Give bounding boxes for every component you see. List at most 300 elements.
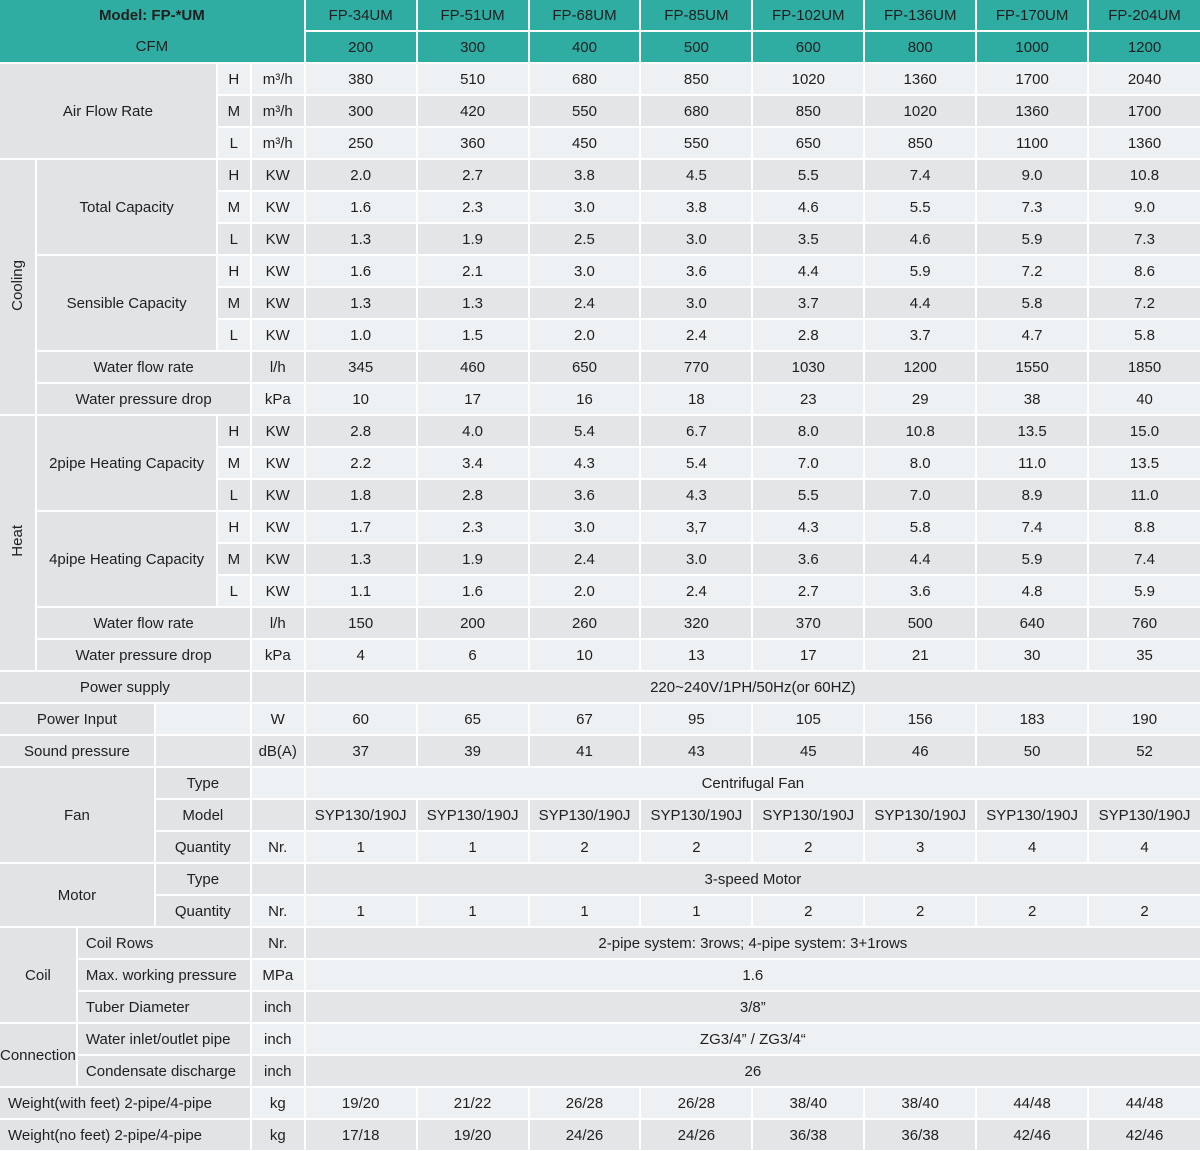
value-cell: 1.6 — [306, 192, 416, 222]
model-header: FP-170UM — [977, 0, 1087, 30]
value-cell: 37 — [306, 736, 416, 766]
speed-cell: M — [218, 192, 250, 222]
value-cell: 10 — [530, 640, 640, 670]
table-row — [0, 960, 1200, 990]
value-cell: 3.5 — [753, 224, 863, 254]
value-cell: 4.3 — [530, 448, 640, 478]
value-cell: 5.5 — [865, 192, 975, 222]
speed-cell: L — [218, 576, 250, 606]
value-cell: 5.8 — [865, 512, 975, 542]
row-label: Water pressure drop — [37, 640, 249, 670]
value-cell: 2.0 — [306, 160, 416, 190]
unit-cell: KW — [252, 320, 304, 350]
value-cell: SYP130/190J — [530, 800, 640, 830]
table-row — [0, 672, 1200, 702]
value-cell: 3.8 — [530, 160, 640, 190]
unit-cell: Nr. — [252, 928, 304, 958]
row-label: Sensible Capacity — [37, 256, 215, 350]
value-cell: 42/46 — [1089, 1120, 1200, 1150]
value-cell: 8.9 — [977, 480, 1087, 510]
value-cell: 460 — [418, 352, 528, 382]
value-cell: 1.7 — [306, 512, 416, 542]
value-cell: 1 — [641, 896, 751, 926]
value-cell: 11.0 — [1089, 480, 1200, 510]
value-cell: 40 — [1089, 384, 1200, 414]
value-cell: SYP130/190J — [753, 800, 863, 830]
value-cell: 50 — [977, 736, 1087, 766]
table-row — [0, 864, 1200, 894]
value-cell: 2.5 — [530, 224, 640, 254]
value-cell: 4 — [1089, 832, 1200, 862]
value-cell: 60 — [306, 704, 416, 734]
value-cell: 15.0 — [1089, 416, 1200, 446]
table-row — [0, 1056, 1200, 1086]
merged-value-cell: 2-pipe system: 3rows; 4-pipe system: 3+1rows — [306, 928, 1200, 958]
merged-value-cell: 220~240V/1PH/50Hz(or 60HZ) — [306, 672, 1200, 702]
value-cell: 770 — [641, 352, 751, 382]
value-cell: 680 — [530, 64, 640, 94]
value-cell: 8.0 — [865, 448, 975, 478]
value-cell: 1 — [306, 832, 416, 862]
value-cell: 345 — [306, 352, 416, 382]
value-cell: SYP130/190J — [306, 800, 416, 830]
cfm-value: 300 — [418, 32, 528, 62]
model-header: FP-102UM — [753, 0, 863, 30]
row-label: Quantity — [156, 832, 250, 862]
value-cell: 2 — [1089, 896, 1200, 926]
value-cell: 3.0 — [641, 544, 751, 574]
table-row — [0, 992, 1200, 1022]
value-cell: 5.4 — [641, 448, 751, 478]
value-cell: 420 — [418, 96, 528, 126]
value-cell: 10.8 — [1089, 160, 1200, 190]
value-cell: 35 — [1089, 640, 1200, 670]
heat-section-label — [0, 416, 35, 670]
unit-cell: l/h — [252, 608, 304, 638]
speed-cell: M — [218, 288, 250, 318]
value-cell: 21/22 — [418, 1088, 528, 1118]
value-cell: 16 — [530, 384, 640, 414]
table-row — [0, 1120, 1200, 1150]
value-cell: 1 — [530, 896, 640, 926]
value-cell: 4 — [306, 640, 416, 670]
value-cell: 2.3 — [418, 192, 528, 222]
table-row — [0, 704, 1200, 734]
unit-cell: inch — [252, 1024, 304, 1054]
value-cell: 10 — [306, 384, 416, 414]
cfm-title: CFM — [135, 38, 169, 55]
unit-cell: inch — [252, 992, 304, 1022]
table-row — [0, 256, 1200, 286]
value-cell: 41 — [530, 736, 640, 766]
row-label: Weight(no feet) 2-pipe/4-pipe — [0, 1120, 250, 1150]
model-title: Model: FP-*UM — [98, 7, 205, 24]
unit-cell: KW — [252, 288, 304, 318]
value-cell: 680 — [641, 96, 751, 126]
model-header: FP-34UM — [306, 0, 416, 30]
value-cell: 1100 — [977, 128, 1087, 158]
value-cell: 1.3 — [306, 224, 416, 254]
value-cell: 45 — [753, 736, 863, 766]
unit-cell: kg — [252, 1120, 304, 1150]
value-cell: 95 — [641, 704, 751, 734]
table-row — [0, 0, 1200, 30]
value-cell: 156 — [865, 704, 975, 734]
unit-cell: Nr. — [252, 896, 304, 926]
speed-cell: M — [218, 96, 250, 126]
value-cell: 2.1 — [418, 256, 528, 286]
value-cell: 4.5 — [641, 160, 751, 190]
value-cell: 7.4 — [1089, 544, 1200, 574]
cfm-value: 1200 — [1089, 32, 1200, 62]
value-cell: 1.8 — [306, 480, 416, 510]
unit-cell: KW — [252, 416, 304, 446]
value-cell: 24/26 — [530, 1120, 640, 1150]
value-cell: 4.6 — [865, 224, 975, 254]
speed-cell: H — [218, 64, 250, 94]
row-label: Power supply — [0, 672, 250, 702]
table-row — [0, 608, 1200, 638]
value-cell: 17 — [418, 384, 528, 414]
value-cell: 1.6 — [306, 256, 416, 286]
value-cell: 1550 — [977, 352, 1087, 382]
speed-cell: M — [218, 544, 250, 574]
value-cell: 19/20 — [306, 1088, 416, 1118]
value-cell: 5.9 — [865, 256, 975, 286]
model-header: FP-136UM — [865, 0, 975, 30]
row-label: Water flow rate — [37, 352, 249, 382]
cfm-value: 800 — [865, 32, 975, 62]
value-cell: 3.6 — [641, 256, 751, 286]
value-cell: SYP130/190J — [418, 800, 528, 830]
row-label: Coil Rows — [78, 928, 250, 958]
value-cell: 2 — [753, 896, 863, 926]
value-cell: 42/46 — [977, 1120, 1087, 1150]
value-cell: 5.5 — [753, 160, 863, 190]
value-cell: 24/26 — [641, 1120, 751, 1150]
value-cell: 4.4 — [865, 288, 975, 318]
value-cell: 450 — [530, 128, 640, 158]
value-cell: 13.5 — [977, 416, 1087, 446]
row-label: Model — [156, 800, 250, 830]
merged-value-cell: 26 — [306, 1056, 1200, 1086]
value-cell: 2.4 — [641, 320, 751, 350]
unit-cell: dB(A) — [252, 736, 304, 766]
value-cell: 850 — [865, 128, 975, 158]
unit-cell — [252, 768, 304, 798]
unit-cell: m³/h — [252, 96, 304, 126]
value-cell: 1.6 — [418, 576, 528, 606]
value-cell: 3.7 — [865, 320, 975, 350]
unit-cell: kPa — [252, 384, 304, 414]
value-cell: 5.5 — [753, 480, 863, 510]
value-cell: 550 — [641, 128, 751, 158]
value-cell: 9.0 — [1089, 192, 1200, 222]
value-cell: 3.4 — [418, 448, 528, 478]
row-label: Quantity — [156, 896, 250, 926]
value-cell: 3.0 — [641, 224, 751, 254]
row-label: Water pressure drop — [37, 384, 249, 414]
value-cell: 44/48 — [1089, 1088, 1200, 1118]
motor-section-label: Motor — [0, 864, 154, 926]
value-cell: 7.4 — [977, 512, 1087, 542]
value-cell: 4.6 — [753, 192, 863, 222]
value-cell: 23 — [753, 384, 863, 414]
row-label: Water flow rate — [37, 608, 249, 638]
header-corner — [0, 0, 304, 62]
value-cell: 3.0 — [530, 192, 640, 222]
value-cell: 4.8 — [977, 576, 1087, 606]
value-cell: 2.4 — [530, 288, 640, 318]
row-label: Power Input — [0, 704, 154, 734]
unit-cell: KW — [252, 512, 304, 542]
value-cell: 7.3 — [977, 192, 1087, 222]
value-cell: 2 — [865, 896, 975, 926]
unit-cell: KW — [252, 192, 304, 222]
value-cell: SYP130/190J — [1089, 800, 1200, 830]
table-row — [0, 352, 1200, 382]
table-row — [0, 640, 1200, 670]
value-cell: 1.5 — [418, 320, 528, 350]
value-cell: 7.2 — [977, 256, 1087, 286]
value-cell: 13 — [641, 640, 751, 670]
value-cell: 1.3 — [306, 544, 416, 574]
row-label: Type — [156, 768, 250, 798]
row-label: 2pipe Heating Capacity — [37, 416, 215, 510]
table-row — [0, 416, 1200, 446]
value-cell: 6.7 — [641, 416, 751, 446]
connection-section-label: Connection — [0, 1024, 76, 1086]
model-header: FP-51UM — [418, 0, 528, 30]
model-header: FP-204UM — [1089, 0, 1200, 30]
value-cell: 11.0 — [977, 448, 1087, 478]
value-cell: 2.7 — [418, 160, 528, 190]
value-cell: 1 — [306, 896, 416, 926]
value-cell: 150 — [306, 608, 416, 638]
value-cell: 1.9 — [418, 544, 528, 574]
merged-value-cell: 3-speed Motor — [306, 864, 1200, 894]
value-cell: 500 — [865, 608, 975, 638]
model-header: FP-85UM — [641, 0, 751, 30]
value-cell: 7.0 — [865, 480, 975, 510]
table-row — [0, 768, 1200, 798]
value-cell: 1 — [418, 896, 528, 926]
value-cell: 38/40 — [865, 1088, 975, 1118]
value-cell: 8.0 — [753, 416, 863, 446]
cooling-section-label: Cooling — [9, 259, 27, 311]
value-cell: 52 — [1089, 736, 1200, 766]
value-cell: 7.4 — [865, 160, 975, 190]
table-row — [0, 832, 1200, 862]
value-cell: 650 — [753, 128, 863, 158]
value-cell: 1.3 — [418, 288, 528, 318]
value-cell: 9.0 — [977, 160, 1087, 190]
unit-cell: m³/h — [252, 64, 304, 94]
value-cell: 5.8 — [977, 288, 1087, 318]
value-cell: 3 — [865, 832, 975, 862]
unit-cell: inch — [252, 1056, 304, 1086]
unit-cell: W — [252, 704, 304, 734]
air-flow-rate-label: Air Flow Rate — [0, 64, 216, 158]
merged-value-cell: ZG3/4” / ZG3/4“ — [306, 1024, 1200, 1054]
row-label: Weight(with feet) 2-pipe/4-pipe — [0, 1088, 250, 1118]
value-cell: 7.3 — [1089, 224, 1200, 254]
value-cell: 1020 — [753, 64, 863, 94]
value-cell: 3,7 — [641, 512, 751, 542]
value-cell: 43 — [641, 736, 751, 766]
unit-cell: Nr. — [252, 832, 304, 862]
coil-section-label: Coil — [0, 928, 76, 1022]
speed-cell: L — [218, 224, 250, 254]
value-cell: 3.6 — [753, 544, 863, 574]
value-cell: 5.9 — [1089, 576, 1200, 606]
value-cell: 300 — [306, 96, 416, 126]
row-label: Total Capacity — [37, 160, 215, 254]
cooling-section-label — [0, 160, 35, 414]
table-row — [0, 512, 1200, 542]
merged-value-cell: 1.6 — [306, 960, 1200, 990]
value-cell: 1360 — [865, 64, 975, 94]
table-row — [0, 384, 1200, 414]
cfm-value: 400 — [530, 32, 640, 62]
cfm-value: 600 — [753, 32, 863, 62]
value-cell: 1.9 — [418, 224, 528, 254]
value-cell: 2.8 — [753, 320, 863, 350]
value-cell: 380 — [306, 64, 416, 94]
value-cell: 3.8 — [641, 192, 751, 222]
value-cell: 3.7 — [753, 288, 863, 318]
value-cell: 7.2 — [1089, 288, 1200, 318]
table-row — [0, 928, 1200, 958]
value-cell: 4.3 — [753, 512, 863, 542]
value-cell: 1.0 — [306, 320, 416, 350]
value-cell: 360 — [418, 128, 528, 158]
speed-cell: L — [218, 320, 250, 350]
value-cell: 5.8 — [1089, 320, 1200, 350]
heat-section-label: Heat — [9, 525, 27, 557]
speed-cell: H — [218, 416, 250, 446]
value-cell: 370 — [753, 608, 863, 638]
unit-cell: KW — [252, 160, 304, 190]
merged-value-cell: 3/8” — [306, 992, 1200, 1022]
row-label: Water inlet/outlet pipe — [78, 1024, 250, 1054]
row-label: Condensate discharge — [78, 1056, 250, 1086]
unit-cell: KW — [252, 224, 304, 254]
value-cell: 183 — [977, 704, 1087, 734]
value-cell: 550 — [530, 96, 640, 126]
value-cell: 6 — [418, 640, 528, 670]
value-cell: 260 — [530, 608, 640, 638]
value-cell: 26/28 — [530, 1088, 640, 1118]
table-row — [0, 1024, 1200, 1054]
speed-cell: H — [218, 256, 250, 286]
value-cell: 1 — [418, 832, 528, 862]
unit-cell — [252, 864, 304, 894]
value-cell: 200 — [418, 608, 528, 638]
value-cell: 30 — [977, 640, 1087, 670]
value-cell: 640 — [977, 608, 1087, 638]
value-cell: SYP130/190J — [865, 800, 975, 830]
value-cell: 760 — [1089, 608, 1200, 638]
value-cell: 1360 — [1089, 128, 1200, 158]
value-cell: 5.4 — [530, 416, 640, 446]
value-cell: 29 — [865, 384, 975, 414]
cfm-value: 200 — [306, 32, 416, 62]
unit-cell: l/h — [252, 352, 304, 382]
value-cell: 17/18 — [306, 1120, 416, 1150]
value-cell: 1200 — [865, 352, 975, 382]
value-cell: 67 — [530, 704, 640, 734]
value-cell: 650 — [530, 352, 640, 382]
merged-value-cell: Centrifugal Fan — [306, 768, 1200, 798]
value-cell: 1.1 — [306, 576, 416, 606]
unit-cell: MPa — [252, 960, 304, 990]
value-cell: 850 — [753, 96, 863, 126]
model-header: FP-68UM — [530, 0, 640, 30]
value-cell: 39 — [418, 736, 528, 766]
value-cell: 3.0 — [530, 256, 640, 286]
spacer-cell — [156, 704, 250, 734]
value-cell: 4.4 — [865, 544, 975, 574]
value-cell: 19/20 — [418, 1120, 528, 1150]
value-cell: 8.6 — [1089, 256, 1200, 286]
row-label: Tuber Diameter — [78, 992, 250, 1022]
value-cell: 2.4 — [530, 544, 640, 574]
value-cell: 1700 — [1089, 96, 1200, 126]
value-cell: 36/38 — [753, 1120, 863, 1150]
value-cell: 3.0 — [641, 288, 751, 318]
value-cell: 38/40 — [753, 1088, 863, 1118]
value-cell: 3.0 — [530, 512, 640, 542]
value-cell: 2.7 — [753, 576, 863, 606]
value-cell: SYP130/190J — [977, 800, 1087, 830]
unit-cell — [252, 800, 304, 830]
value-cell: 1360 — [977, 96, 1087, 126]
value-cell: 8.8 — [1089, 512, 1200, 542]
value-cell: 1020 — [865, 96, 975, 126]
row-label: Max. working pressure — [78, 960, 250, 990]
table-row — [0, 736, 1200, 766]
cfm-value: 1000 — [977, 32, 1087, 62]
value-cell: 105 — [753, 704, 863, 734]
value-cell: 2.3 — [418, 512, 528, 542]
spacer-cell — [156, 736, 250, 766]
unit-cell: KW — [252, 448, 304, 478]
value-cell: 44/48 — [977, 1088, 1087, 1118]
table-row — [0, 160, 1200, 190]
value-cell: 2 — [530, 832, 640, 862]
value-cell: 2.2 — [306, 448, 416, 478]
value-cell: 4.3 — [641, 480, 751, 510]
speed-cell: H — [218, 160, 250, 190]
value-cell: 250 — [306, 128, 416, 158]
value-cell: 1030 — [753, 352, 863, 382]
value-cell: 38 — [977, 384, 1087, 414]
table-row — [0, 896, 1200, 926]
unit-cell: kPa — [252, 640, 304, 670]
row-label: Sound pressure — [0, 736, 154, 766]
value-cell: 3.6 — [865, 576, 975, 606]
row-label: 4pipe Heating Capacity — [37, 512, 215, 606]
value-cell: 46 — [865, 736, 975, 766]
unit-cell: KW — [252, 544, 304, 574]
value-cell: 2.0 — [530, 576, 640, 606]
value-cell: 2.8 — [418, 480, 528, 510]
unit-cell: KW — [252, 576, 304, 606]
value-cell: 4.0 — [418, 416, 528, 446]
value-cell: 190 — [1089, 704, 1200, 734]
fan-section-label: Fan — [0, 768, 154, 862]
